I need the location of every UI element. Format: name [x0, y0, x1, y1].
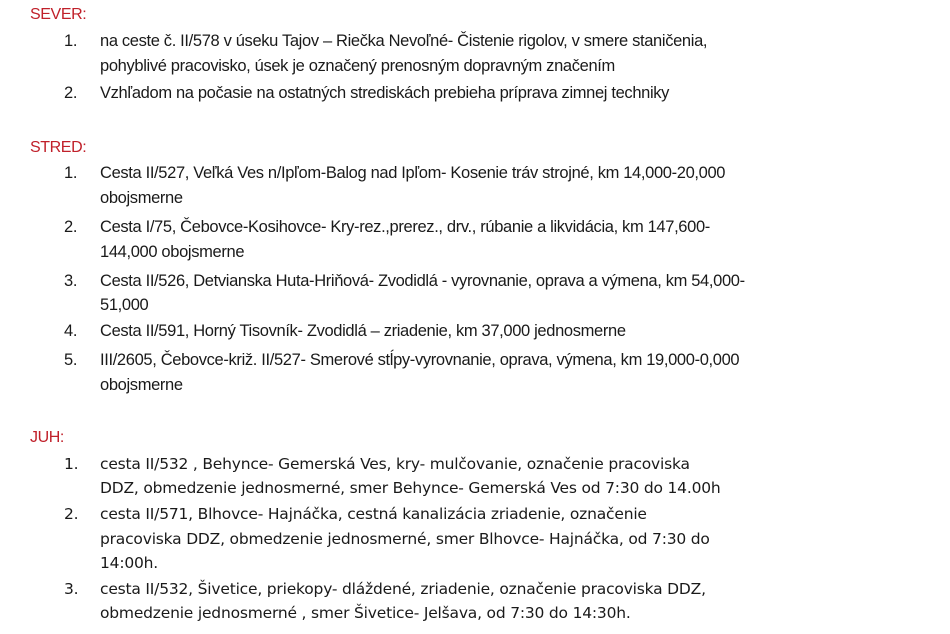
list-item-text: 144,000 obojsmerne [100, 243, 245, 261]
list-item-text: III/2605, Čebovce-križ. II/527- Smerové stĺpy-vyrovnanie, oprava, výmena, km 19,000-0,000 [100, 351, 740, 369]
section-heading: STRED: [30, 139, 87, 156]
list-number: 1. [64, 32, 78, 50]
list-item-text: 51,000 [100, 296, 149, 314]
section-heading: SEVER: [30, 6, 87, 23]
list-item-text: pracoviska DDZ, obmedzenie jednosmerné, smer Blhovce- Hajnáčka, od 7:30 do [100, 530, 710, 548]
list-number: 3. [64, 272, 78, 290]
list-item-text: 14:00h. [100, 554, 159, 572]
list-item-text: Vzhľadom na počasie na ostatných strediskách prebieha príprava zimnej techniky [100, 84, 670, 102]
list-item-text: obojsmerne [100, 376, 183, 394]
list-item-text: cesta II/532, Šivetice, priekopy- dláždené, zriadenie, označenie pracoviska DDZ, [100, 580, 706, 598]
list-number: 3. [64, 580, 79, 598]
list-number: 2. [64, 84, 78, 102]
list-number: 2. [64, 505, 79, 523]
list-item-text: obmedzenie jednosmerné , smer Šivetice- Jelšava, od 7:30 do 14:30h. [100, 604, 631, 622]
list-number: 4. [64, 322, 78, 340]
list-item-text: na ceste č. II/578 v úseku Tajov – Riečka Nevoľné- Čistenie rigolov, v smere staničenia, [100, 32, 708, 50]
list-item-text: cesta II/532 , Behynce- Gemerská Ves, kry- mulčovanie, označenie pracoviska [100, 455, 690, 473]
list-item-text: Cesta II/591, Horný Tisovník- Zvodidlá – zriadenie, km 37,000 jednosmerne [100, 322, 626, 340]
list-item-text: Cesta II/526, Detvianska Huta-Hriňová- Zvodidlá - vyrovnanie, oprava a výmena, km 54,000- [100, 272, 745, 290]
list-item-text: cesta II/571, Blhovce- Hajnáčka, cestná kanalizácia zriadenie, označenie [100, 505, 647, 523]
list-item-text: pohyblivé pracovisko, úsek je označený prenosným dopravným značením [100, 57, 615, 75]
section-heading: JUH: [30, 429, 64, 446]
list-item-text: DDZ, obmedzenie jednosmerné, smer Behynce- Gemerská Ves od 7:30 do 14.00h [100, 479, 721, 497]
list-number: 2. [64, 218, 78, 236]
list-number: 5. [64, 351, 78, 369]
list-item-text: obojsmerne [100, 189, 183, 207]
list-item-text: Cesta II/527, Veľká Ves n/Ipľom-Balog nad Ipľom- Kosenie tráv strojné, km 14,000-20,000 [100, 164, 726, 182]
list-item-text: Cesta I/75, Čebovce-Kosihovce- Kry-rez.,prerez., drv., rúbanie a likvidácia, km 147,600- [100, 218, 710, 236]
list-number: 1. [64, 164, 78, 182]
list-number: 1. [64, 455, 79, 473]
